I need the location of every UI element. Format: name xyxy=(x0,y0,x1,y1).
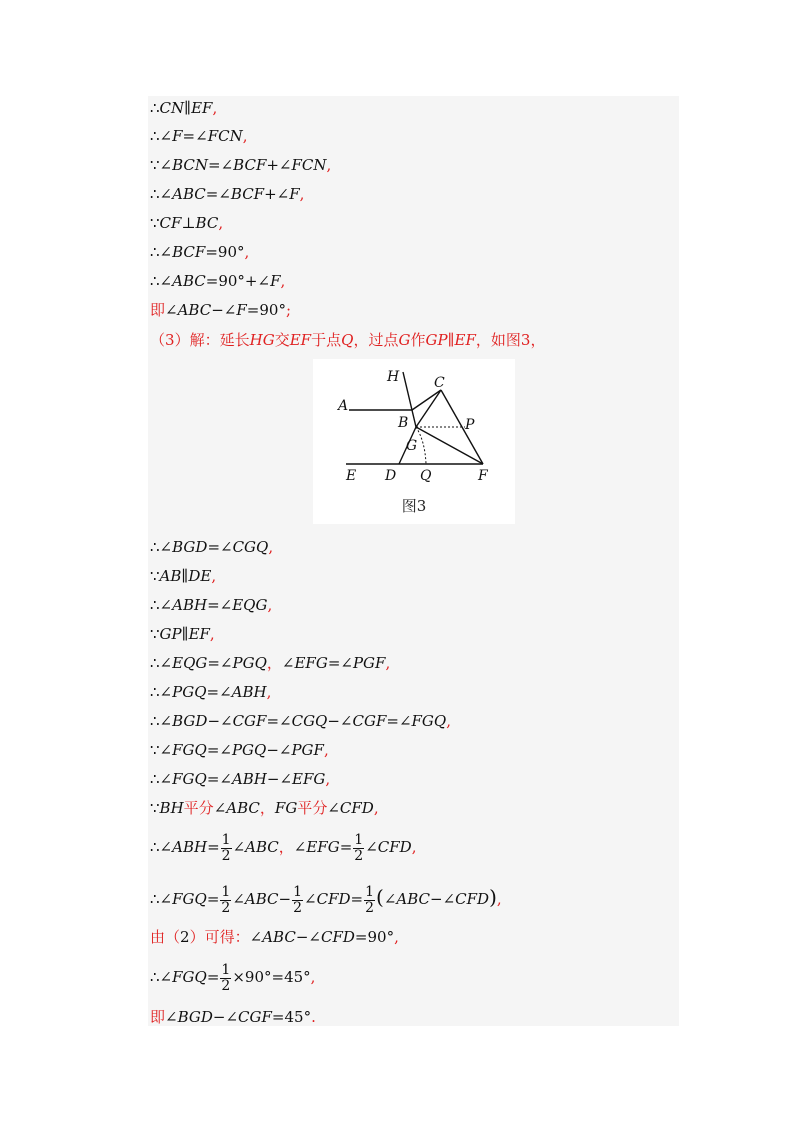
label-e: E xyxy=(346,468,357,484)
figure-caption: 图3 xyxy=(401,497,427,515)
proof-line-9: （3）解：延长HG交EF于点Q，过点G作GP∥EF，如图3， xyxy=(150,331,546,349)
proof-line-4: ∴∠ABC=∠BCF+∠F, xyxy=(150,185,305,203)
proof-line-15: ∴∠PGQ=∠ABH, xyxy=(150,683,272,701)
proof-line-11: ∵AB∥DE, xyxy=(150,567,217,585)
proof-line-10: ∴∠BGD=∠CGQ, xyxy=(150,538,274,556)
proof-line-18: ∴∠FGQ=∠ABH−∠EFG, xyxy=(150,770,331,788)
label-b: B xyxy=(398,415,409,431)
proof-line-8: 即∠ABC−∠F=90°; xyxy=(150,301,292,319)
proof-line-1: ∴CN∥EF, xyxy=(150,99,218,117)
proof-line-12: ∴∠ABH=∠EQG, xyxy=(150,596,273,614)
proof-line-19: ∵BH平分∠ABC，FG平分∠CFD, xyxy=(150,799,379,817)
proof-line-6: ∴∠BCF=90°, xyxy=(150,243,250,261)
proof-line-20: ∴∠ABH= $\frac{1}{2}$ ∠ABC，∠EFG= $\frac{1}{2}$ ∠CFD, xyxy=(150,831,417,864)
label-f: F xyxy=(478,468,488,484)
proof-line-14: ∴∠EQG=∠PGQ，∠EFG=∠PGF, xyxy=(150,654,391,672)
proof-line-23: ∴∠FGQ= $\frac{1}{2}$ ×90°=45°, xyxy=(150,961,316,994)
label-p: P xyxy=(465,417,475,433)
proof-line-24: 即∠BGD−∠CGF=45°. xyxy=(150,1008,316,1026)
proof-line-21: ∴∠FGQ= $\frac{1}{2}$ ∠ABC− $\frac{1}{2}$ ∠CFD= $\frac{1}{2}$ (∠ABC−∠CFD), xyxy=(150,883,502,916)
label-g: G xyxy=(406,438,418,454)
segment-gc xyxy=(416,390,441,427)
proof-line-7: ∴∠ABC=90°+∠F, xyxy=(150,272,286,290)
label-d: D xyxy=(385,468,397,484)
proof-line-13: ∵GP∥EF, xyxy=(150,625,215,643)
label-h: H xyxy=(387,369,400,385)
proof-line-3: ∵∠BCN=∠BCF+∠FCN, xyxy=(150,156,332,174)
proof-line-5: ∵CF⊥BC, xyxy=(150,214,224,232)
segment-gq xyxy=(416,427,426,464)
label-q: Q xyxy=(420,468,432,484)
proof-line-22: 由（2）可得：∠ABC−∠CFD=90°, xyxy=(150,928,399,946)
label-c: C xyxy=(434,375,445,391)
proof-line-16: ∴∠BGD−∠CGF=∠CGQ−∠CGF=∠FGQ, xyxy=(150,712,451,730)
geometry-diagram xyxy=(313,359,515,495)
proof-line-17: ∵∠FGQ=∠PGQ−∠PGF, xyxy=(150,741,329,759)
segment-bc xyxy=(412,390,441,410)
proof-line-2: ∴∠F=∠FCN, xyxy=(150,127,248,145)
figure-3 xyxy=(313,359,515,524)
label-a: A xyxy=(338,398,349,414)
